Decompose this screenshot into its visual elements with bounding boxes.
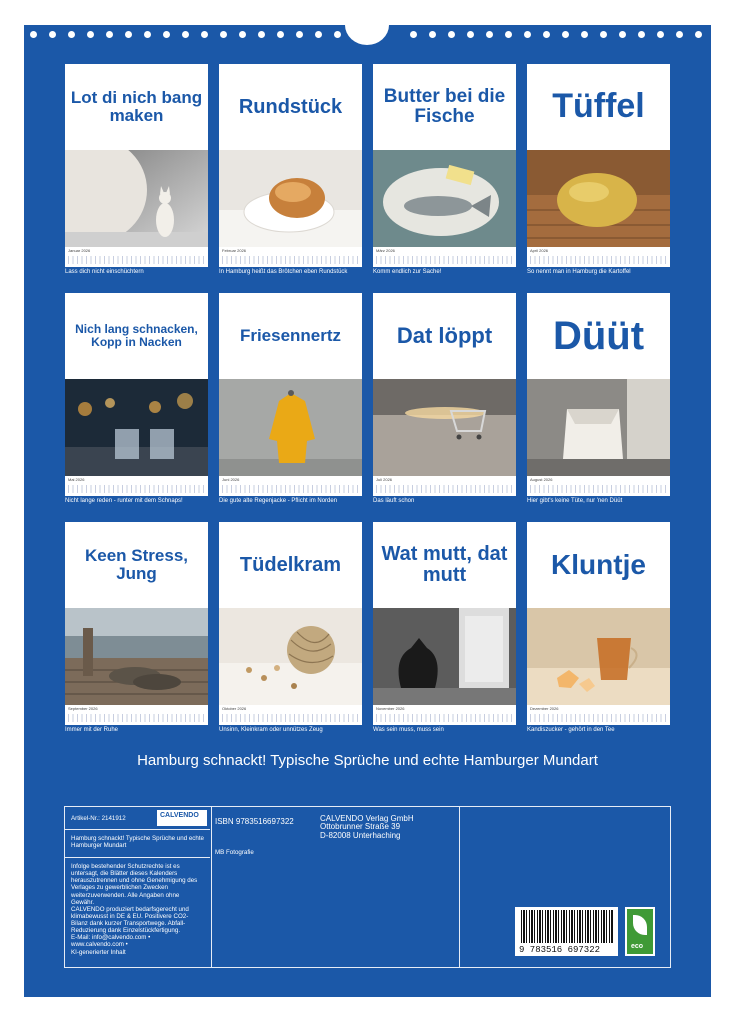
eco-label-icon: eco xyxy=(625,907,655,956)
month-card-october[interactable] xyxy=(219,522,362,725)
photo-yellow-raincoat xyxy=(219,379,362,476)
binding-hole xyxy=(296,31,303,38)
month-caption: So nennt man in Hamburg die Kartoffel xyxy=(527,269,631,275)
month-caption: Lass dich nicht einschüchtern xyxy=(65,269,144,275)
binding-hole xyxy=(543,31,550,38)
binding-hole xyxy=(638,31,645,38)
month-card-september[interactable] xyxy=(65,522,208,725)
month-heading: Kluntje xyxy=(551,549,646,581)
month-caption: Das läuft schon xyxy=(373,498,415,504)
month-caption: Kandiszucker - gehört in den Tee xyxy=(527,727,615,733)
photo-cat-and-moon xyxy=(65,150,208,247)
photo-shoes-on-pier xyxy=(65,608,208,705)
month-caption: Immer mit der Ruhe xyxy=(65,727,119,733)
month-label: Mai 2026 xyxy=(68,477,85,482)
photo-fish-on-plate xyxy=(373,150,516,247)
binding-hole xyxy=(258,31,265,38)
month-heading: Rundstück xyxy=(238,95,343,118)
binding-hole xyxy=(87,31,94,38)
month-heading: Tüdelkram xyxy=(239,553,342,576)
binding-hole xyxy=(277,31,284,38)
photo-garbage-bag xyxy=(373,608,516,705)
month-label: September 2026 xyxy=(68,706,98,711)
month-heading: Lot di nich bang maken xyxy=(70,88,203,125)
month-card-november[interactable] xyxy=(373,522,516,725)
month-label: Juni 2026 xyxy=(222,477,240,482)
binding-hole xyxy=(505,31,512,38)
isbn: ISBN 9783516697322 xyxy=(215,817,294,826)
binding-hole xyxy=(486,31,493,38)
binding-hole xyxy=(201,31,208,38)
photo-potato xyxy=(527,150,670,247)
binding-hole xyxy=(220,31,227,38)
month-label: Juli 2026 xyxy=(376,477,393,482)
month-heading: Wat mutt, dat mutt xyxy=(381,543,508,586)
month-card-march[interactable] xyxy=(373,64,516,267)
binding-hole xyxy=(315,31,322,38)
product-title: Hamburg schnackt! Typische Sprüche und echte Hamburger Mundart xyxy=(71,835,204,850)
month-heading: Tüffel xyxy=(552,87,645,126)
binding-hole xyxy=(68,31,75,38)
binding-hole xyxy=(239,31,246,38)
month-card-january[interactable] xyxy=(65,64,208,267)
month-heading: Nich lang schnacken, Kopp in Nacken xyxy=(75,322,198,349)
photo-paper-bag xyxy=(527,379,670,476)
binding-hole xyxy=(676,31,683,38)
month-card-december[interactable] xyxy=(527,522,670,725)
month-card-july[interactable] xyxy=(373,293,516,496)
barcode-number: 9 783516 697322 xyxy=(519,945,601,955)
binding-hole xyxy=(695,31,702,38)
month-label: März 2026 xyxy=(376,248,395,253)
calendar-title: Hamburg schnackt! Typische Sprüche und echte Hamburger Mundart xyxy=(137,752,598,769)
month-card-february[interactable] xyxy=(219,64,362,267)
photo-tea-and-sugar xyxy=(527,608,670,705)
binding-hole xyxy=(410,31,417,38)
binding-hole xyxy=(562,31,569,38)
month-heading: Düüt xyxy=(552,314,645,358)
binding-hole xyxy=(581,31,588,38)
month-heading: Friesennertz xyxy=(239,326,342,346)
legal-notice: Infolge bestehender Schutzrechte ist es untersagt, die Blätter dieses Kalenders herauszutrennen und ohne Genehmigung des Verlages zu gewerblichen Zwecken weiterzuverwenden. Alle Angaben ohne Gewähr. CALVENDO produziert bedarfsgerecht und klimabewusst in DE & EU. Positivere CO2- Bilanz dank kurzer Transportwege. Abfall- Reduzierung dank Einzelstückfertigung. E-Mail: info@calvendo.com • www.calvendo.com • KI-generierter Inhalt xyxy=(71,863,198,956)
binding-hole xyxy=(334,31,341,38)
month-label: Februar 2026 xyxy=(222,248,247,253)
month-heading: Keen Stress, Jung xyxy=(85,546,188,583)
binding-hole xyxy=(448,31,455,38)
binding-hole xyxy=(144,31,151,38)
binding-hole xyxy=(619,31,626,38)
month-label: Januar 2026 xyxy=(68,248,91,253)
month-card-june[interactable] xyxy=(219,293,362,496)
binding-hole xyxy=(657,31,664,38)
month-label: April 2026 xyxy=(530,248,549,253)
month-heading: Butter bei die Fische xyxy=(383,86,506,127)
photo-shot-glasses xyxy=(65,379,208,476)
binding-hole xyxy=(429,31,436,38)
month-label: Oktober 2026 xyxy=(222,706,247,711)
binding-hole xyxy=(30,31,37,38)
binding-hole xyxy=(524,31,531,38)
author: MB Fotografie xyxy=(215,849,254,856)
binding-hole xyxy=(125,31,132,38)
info-middle-column xyxy=(212,807,460,967)
binding-hole xyxy=(106,31,113,38)
month-caption: Hier gibt's keine Tüte, nur 'nen Düüt xyxy=(527,498,623,504)
month-label: November 2026 xyxy=(376,706,405,711)
binding-hole xyxy=(600,31,607,38)
month-caption: Nicht lange reden - runter mit dem Schnaps! xyxy=(65,498,183,504)
binding-hole xyxy=(182,31,189,38)
month-caption: In Hamburg heißt das Brötchen eben Rundstück xyxy=(219,269,348,275)
month-caption: Unsinn, Kleinkram oder unnützes Zeug xyxy=(219,727,323,733)
month-caption: Was sein muss, muss sein xyxy=(373,727,444,733)
binding-hole xyxy=(467,31,474,38)
photo-twine-ball xyxy=(219,608,362,705)
month-card-april[interactable] xyxy=(527,64,670,267)
barcode xyxy=(515,907,618,956)
month-label: August 2026 xyxy=(530,477,553,482)
photo-shopping-cart xyxy=(373,379,516,476)
month-caption: Die gute alte Regenjacke - Pflicht im Norden xyxy=(219,498,338,504)
month-caption: Komm endlich zur Sache! xyxy=(373,269,442,275)
month-heading: Dat löppt xyxy=(396,323,493,349)
article-number: Artikel-Nr.: 2141912 xyxy=(71,815,126,822)
publisher-address: CALVENDO Verlag GmbH Ottobrunner Straße 39 D-82008 Unterhaching xyxy=(320,814,414,840)
info-left-column xyxy=(65,807,212,967)
binding-hole xyxy=(163,31,170,38)
calvendo-logo: CALVENDO xyxy=(157,810,207,826)
binding-hole xyxy=(49,31,56,38)
month-card-may[interactable] xyxy=(65,293,208,496)
photo-bread-roll xyxy=(219,150,362,247)
hanger-cutout xyxy=(345,5,389,45)
month-label: Dezember 2026 xyxy=(530,706,559,711)
month-card-august[interactable] xyxy=(527,293,670,496)
